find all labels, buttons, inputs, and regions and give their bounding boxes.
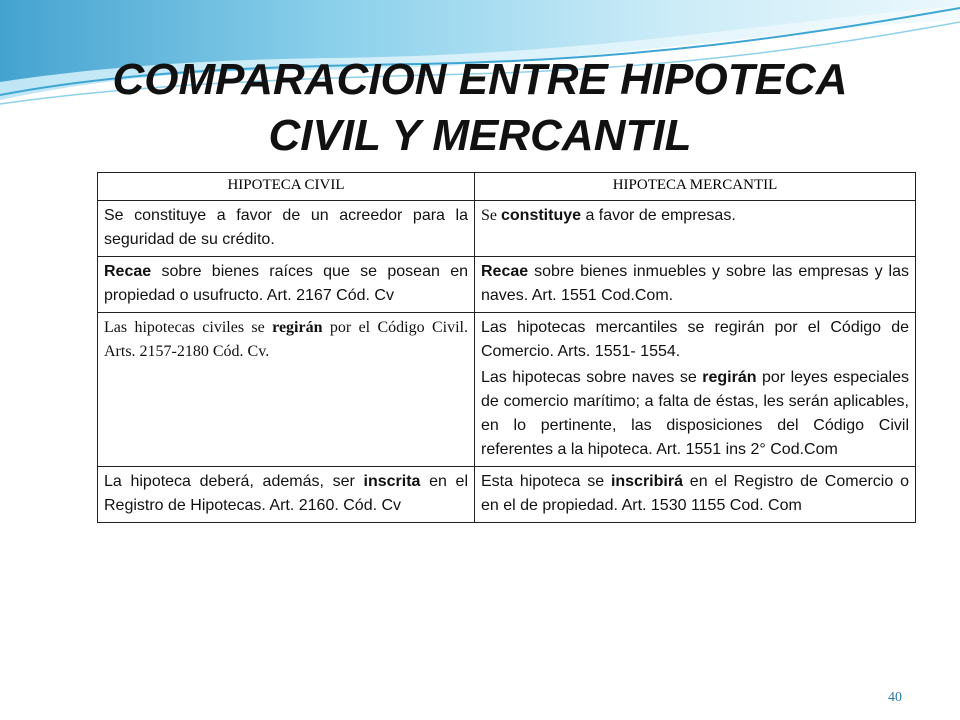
slide-title-line-1: COMPARACION ENTRE HIPOTECA — [112, 55, 848, 104]
cell-mercantil-constitucion — [475, 201, 916, 257]
cell-mercantil-objeto — [475, 257, 916, 313]
cell-civil-normativa — [98, 313, 475, 467]
cell-bold-text: regirán — [702, 369, 757, 386]
cell-civil-constitucion — [98, 201, 475, 257]
cell-text: Se constituye a favor de un acreedor para la seguridad de su crédito. — [104, 207, 468, 248]
cell-text: Las hipotecas sobre naves se — [481, 369, 703, 386]
cell-civil-objeto — [98, 257, 475, 313]
cell-text: en el Registro de Comercio o en el de propiedad. Art. 1530 1155 Cod. Com — [481, 473, 910, 514]
cell-text: sobre bienes raíces que se posean en propiedad o usufructo. Art. 2167 Cód. Cv — [104, 263, 468, 304]
cell-bold-text: inscribirá — [610, 473, 683, 490]
header-hipoteca-mercantil: HIPOTECA MERCANTIL — [475, 173, 916, 201]
cell-text: por el Código Civil. Arts. 2157-2180 Cód. Cv. — [104, 319, 468, 360]
cell-text: sobre bienes inmuebles y sobre las empresas y las naves. Art. 1551 Cod.Com. — [481, 263, 909, 304]
cell-mercantil-normativa — [475, 313, 916, 467]
cell-bold-text: regirán — [272, 319, 323, 336]
cell-text: Se — [481, 207, 501, 224]
cell-text: Esta hipoteca se — [481, 473, 611, 490]
cell-bold-text: constituye — [501, 207, 582, 224]
cell-paragraph — [481, 366, 909, 462]
cell-bold-text: Recae — [481, 263, 529, 280]
cell-text: La hipoteca deberá, además, ser — [104, 473, 364, 490]
cell-bold-text: Recae — [104, 263, 152, 280]
comparison-table — [97, 172, 916, 523]
page-number: 40 — [888, 690, 902, 705]
cell-text: a favor de empresas. — [581, 207, 736, 224]
table-row — [98, 313, 916, 467]
cell-text: en el Registro de Hipotecas. Art. 2160. Cód. Cv — [104, 473, 469, 514]
cell-text: por leyes especiales de comercio marítimo; a falta de éstas, les serán aplicables, en lo pertinente, las disposiciones del Código Civil referentes a la hipoteca. Art. 1551 ins 2° Cod.Com — [481, 369, 909, 458]
header-hipoteca-civil: HIPOTECA CIVIL — [98, 173, 475, 201]
cell-civil-inscripcion — [98, 467, 475, 523]
cell-paragraph: Las hipotecas mercantiles se regirán por el Código de Comercio. Arts. 1551- 1554. — [481, 319, 909, 360]
table-row — [98, 257, 916, 313]
table-row — [98, 467, 916, 523]
table-row — [98, 201, 916, 257]
cell-bold-text: inscrita — [363, 473, 421, 490]
cell-mercantil-inscripcion — [475, 467, 916, 523]
slide-title — [60, 52, 900, 164]
cell-text: Las hipotecas civiles se — [104, 319, 273, 336]
table-header-row — [98, 173, 916, 201]
slide-title-line-2: CIVIL Y MERCANTIL — [268, 111, 692, 160]
